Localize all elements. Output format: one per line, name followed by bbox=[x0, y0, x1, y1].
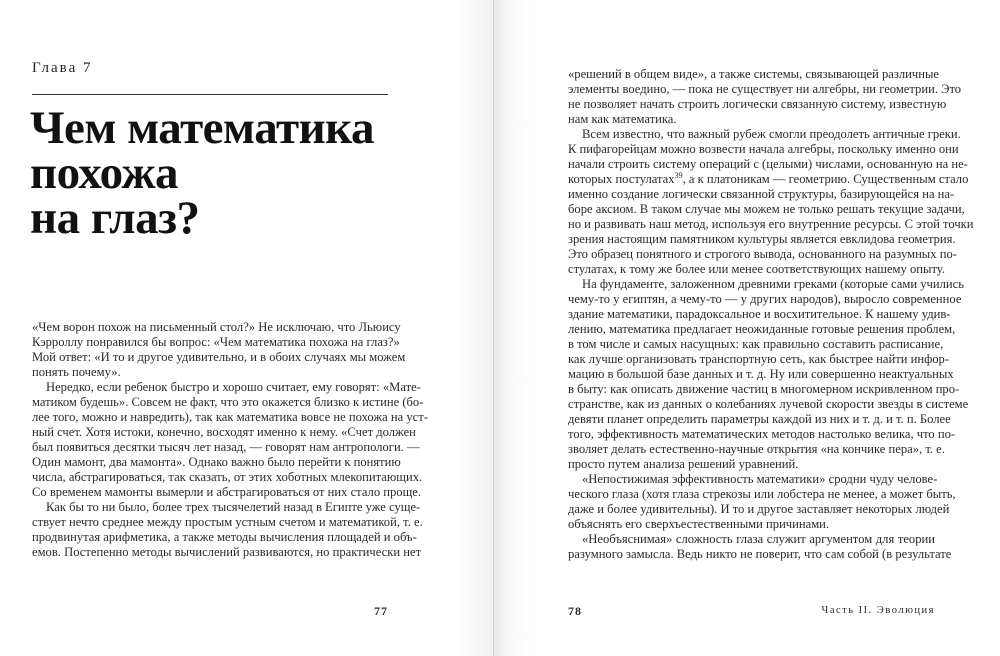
text-line: разумного замысла. Ведь никто не поверит, что сам собой (в результате bbox=[568, 547, 952, 561]
right-body-text bbox=[568, 67, 974, 562]
running-head: Часть II. Эволюция bbox=[821, 605, 935, 616]
text-line: Со временем мамонты вымерли и абстрагироваться от них стало проще. bbox=[32, 485, 422, 499]
paragraph bbox=[32, 320, 406, 380]
chapter-rule bbox=[32, 94, 388, 95]
page-number-left: 77 bbox=[374, 604, 388, 618]
text-line: нам как математика. bbox=[568, 112, 677, 126]
text-line: даже и более удивительны). И то и другое заставляет некоторых людей bbox=[568, 502, 950, 516]
paragraph bbox=[568, 67, 962, 127]
text-line: именно создание логически связанной структуры, базирующейся на на- bbox=[568, 187, 955, 201]
chapter-title-line: похожа bbox=[30, 147, 179, 199]
page-number-right: 78 bbox=[568, 604, 582, 618]
paragraph bbox=[568, 277, 969, 472]
left-body-text bbox=[32, 320, 428, 560]
text-line: как лучше организовать транспортную сеть, как быстрее найти инфор- bbox=[568, 352, 950, 366]
chapter-title-line: Чем математика bbox=[30, 102, 375, 154]
text-line: того, эффективность математических методов настолько велика, что по- bbox=[568, 427, 956, 441]
chapter-label: Глава 7 bbox=[32, 60, 93, 76]
footnote-ref[interactable]: 39 bbox=[674, 170, 683, 180]
text-line: К пифагорейцам можно возвести начала алгебры, поскольку именно они bbox=[568, 142, 959, 156]
text-line: элементы воедино, — пока не существует ни алгебры, ни геометрии. Это bbox=[568, 82, 962, 96]
text-line: ный счет. Хотя истоки, конечно, восходят именно к нему. «Счет должен bbox=[32, 425, 416, 439]
page-gutter bbox=[493, 0, 494, 656]
text-line: На фундаменте, заложенном древними греками (которые сами учились bbox=[582, 277, 964, 291]
text-line: был появиться десятки тысяч лет назад, — говорят нам антропологи. — bbox=[32, 440, 420, 454]
text-line: числа, абстрагироваться, так сказать, от этих хоботных млекопитающих. bbox=[32, 470, 423, 484]
text-line: девяти планет определить параметры каждой из них и т. д. и т. п. Более bbox=[568, 412, 951, 426]
text-line: мацию в большой базе данных и т. д. Ну или совершенно неактуальных bbox=[568, 367, 954, 381]
text-line: не позволяет начать строить логически связанную систему, известную bbox=[568, 97, 947, 111]
paragraph bbox=[568, 532, 952, 562]
text-line: боре аксиом. В таком случае мы можем не только решать текущие задачи, bbox=[568, 202, 965, 216]
text-line: ствует нечто среднее между простым устным счетом и математикой, т. е. bbox=[32, 515, 423, 529]
text-line: зрения настоящим памятником культуры является евклидова геометрия. bbox=[568, 232, 956, 246]
paragraph bbox=[32, 380, 428, 500]
text-line: в том числе и самых насущных: как правильно составить расписание, bbox=[568, 337, 944, 351]
text-line: «решений в общем виде», а также системы, связывающей различные bbox=[568, 67, 939, 81]
text-line: странстве, как из данных о колебаниях лучевой скорости звезды в системе bbox=[568, 397, 969, 411]
text-line: матиком будешь». Совсем не факт, что это окажется близко к истине (бо- bbox=[32, 395, 424, 409]
text-line: лению, математика предлагает неожиданные готовые решения проблем, bbox=[568, 322, 956, 336]
text-line: Это образец понятного и строгого вывода, основанного на разумных по- bbox=[568, 247, 957, 261]
text-line: емов. Постепенно методы вычислений развиваются, но практически нет bbox=[32, 545, 422, 559]
text-line: «Чем ворон похож на письменный стол?» Не исключаю, что Льюису bbox=[32, 320, 401, 334]
text-span: , а к платоникам — геометрию. Существенным стало bbox=[682, 172, 969, 186]
text-line: понять почему». bbox=[32, 365, 121, 379]
text-line: лее того, можно и навредить), так как математика вовсе не похожа на уст- bbox=[32, 410, 428, 424]
text-line: начали строить систему операций с (целыми) числами, основанную на не- bbox=[568, 157, 968, 171]
text-line: здание математики, парадоксальное и восхитительное. К нашему удив- bbox=[568, 307, 951, 321]
text-line: зволяет делать естественно-научные открытия «на кончике пера», т. е. bbox=[568, 442, 945, 456]
text-line: ческого глаза (хотя глаза стрекозы или лобстера не менее, а может быть, bbox=[568, 487, 956, 501]
text-line: объяснять его сверхъестественными причинами. bbox=[568, 517, 830, 531]
text-line: просто путем анализа решений уравнений. bbox=[568, 457, 799, 471]
paragraph bbox=[568, 472, 956, 532]
text-line: чему-то у египтян, а чему-то — у других народов), выросло современное bbox=[568, 292, 962, 306]
paragraph bbox=[32, 500, 423, 560]
text-line: стулатах, к тому же более или менее соответствующих нашему опыту. bbox=[568, 262, 945, 276]
text-line: Как бы то ни было, более трех тысячелетий назад в Египте уже суще- bbox=[46, 500, 421, 514]
text-span: которых постулатах bbox=[568, 172, 675, 186]
text-line: но и развивать наш метод, используя его внутренние ресурсы. С этой точки bbox=[568, 217, 974, 231]
text-line: «Непостижимая эффективность математики» сродни чуду челове- bbox=[582, 472, 938, 486]
text-line: «Необъяснимая» сложность глаза служит аргументом для теории bbox=[582, 532, 935, 546]
text-line: Один мамонт, два мамонта». Однако важно было перейти к понятию bbox=[32, 455, 401, 469]
text-line bbox=[568, 170, 969, 187]
text-line: продвинутая арифметика, а также методы вычисления площадей и объ- bbox=[32, 530, 417, 544]
chapter-title-line: на глаз? bbox=[30, 192, 200, 244]
text-line: в быту: как описать движение частиц в многомерном искривленном про- bbox=[568, 382, 960, 396]
text-line: Мой ответ: «И то и другое удивительно, и в обоих случаях мы можем bbox=[32, 350, 406, 364]
right-page bbox=[494, 0, 1000, 656]
text-line: Нередко, если ребенок быстро и хорошо считает, ему говорят: «Мате- bbox=[46, 380, 421, 394]
chapter-title bbox=[30, 102, 375, 244]
text-line: Кэрроллу понравился бы вопрос: «Чем математика похожа на глаз?» bbox=[32, 335, 400, 349]
left-page bbox=[0, 0, 494, 656]
text-line: Всем известно, что важный рубеж смогли преодолеть античные греки. bbox=[582, 127, 961, 141]
paragraph bbox=[568, 127, 974, 277]
